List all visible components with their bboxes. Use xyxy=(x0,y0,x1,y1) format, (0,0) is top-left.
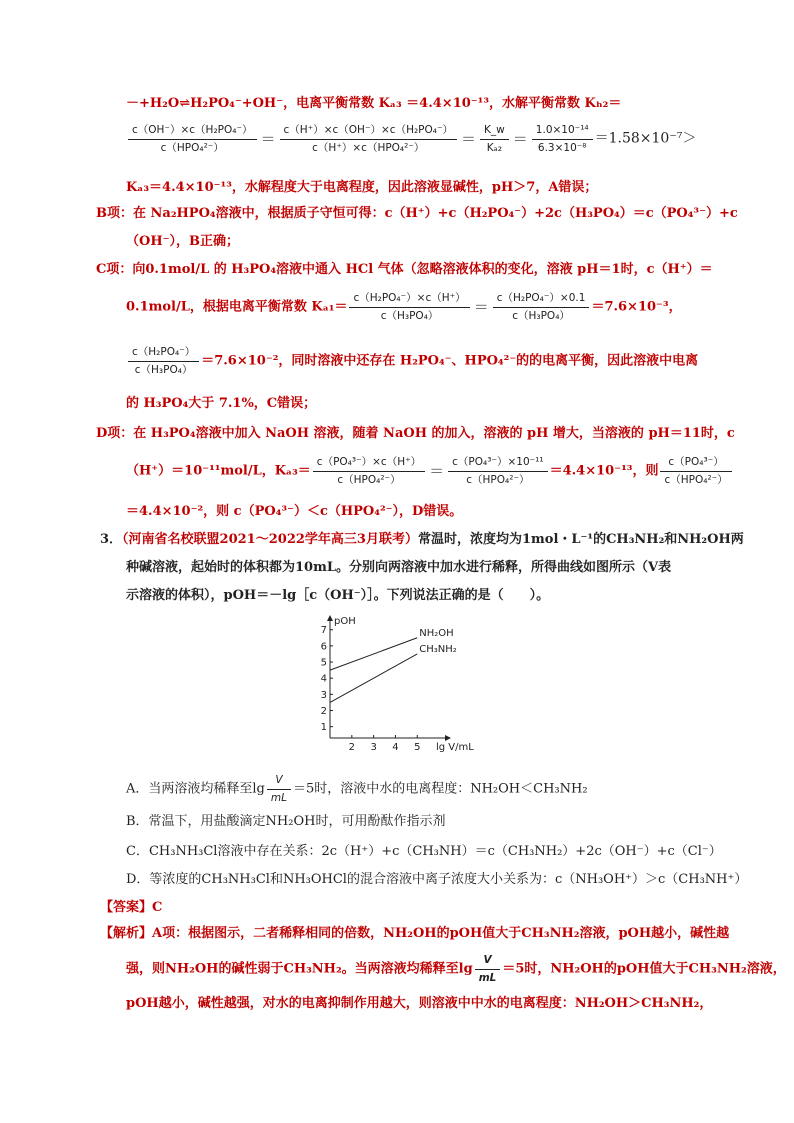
option-a-text-end: ＝5时，溶液中水的电离程度：NH₂OH＜CH₃NH₂ xyxy=(292,781,588,797)
fraction-1 xyxy=(128,124,257,154)
y-tick-label: 2 xyxy=(320,706,327,718)
fraction-numerator: K_w xyxy=(480,124,509,140)
fraction-3 xyxy=(480,124,509,154)
fraction-numerator: c（H₂PO₄⁻）×c（H⁺） xyxy=(349,292,469,308)
series-label-2: CH₃NH₂ xyxy=(419,643,457,655)
y-tick-label: 7 xyxy=(320,625,327,637)
analysis-line-2 xyxy=(126,954,786,984)
fraction-numerator: c（PO₄³⁻）×10⁻¹¹ xyxy=(448,456,547,472)
x-tick-label: 5 xyxy=(414,742,421,753)
answer-line: 【答案】C xyxy=(100,900,163,915)
solution-d-line-1: D项：在 H₃PO₄溶液中加入 NaOH 溶液，随着 NaOH 的加入，溶液的 pH 增大，当溶液的 pH＝11时，c xyxy=(96,426,735,441)
chart-series xyxy=(330,638,417,703)
ka1-label: 0.1mol/L，根据电离平衡常数 Kₐ₁＝ xyxy=(126,299,348,315)
solution-b-line-1: B项：在 Na₂HPO₄溶液中，根据质子守恒可得：c（H⁺）+c（H₂PO₄⁻）+2c（H₃PO₄）＝c（PO₄³⁻）+c xyxy=(96,206,738,221)
fraction-denominator: c（H₃PO₄） xyxy=(512,309,570,322)
analysis-text: A项：根据图示，二者稀释相同的倍数，NH₂OH的pOH值大于CH₃NH₂溶液，pOH越小，碱性越 xyxy=(152,926,730,941)
series-line-1 xyxy=(330,638,417,670)
x-tick-label: 4 xyxy=(392,742,399,753)
fraction-numerator: V xyxy=(267,774,291,790)
option-a xyxy=(126,774,588,804)
fraction-numerator: c（H₂PO₄⁻）×0.1 xyxy=(493,292,590,308)
fraction-numerator: 1.0×10⁻¹⁴ xyxy=(532,124,593,140)
chart-labels xyxy=(334,616,474,753)
solution-c-line-3 xyxy=(126,346,698,376)
x-tick-label: 2 xyxy=(348,742,356,753)
y-axis-label: pOH xyxy=(334,616,356,627)
fraction-denominator: Kₐ₂ xyxy=(486,141,503,154)
equals-sign: ＝ xyxy=(429,462,445,481)
fraction-2 xyxy=(280,124,458,154)
ratio-value: ＝7.6×10⁻²，同时溶液中还存在 H₂PO₄⁻、HPO₄²⁻的的电离平衡，因此溶液中电离 xyxy=(201,353,699,369)
equals-sign: ＝ xyxy=(260,130,276,149)
solution-b-line-2: （OH⁻），B正确； xyxy=(126,234,239,249)
x-tick-label: 3 xyxy=(370,742,377,753)
hydrolysis-value: ＝1.58×10⁻⁷＞ xyxy=(594,130,697,147)
fraction-denominator: c（H⁺）×c（HPO₄²⁻） xyxy=(312,141,425,154)
analysis-fraction xyxy=(475,954,501,984)
y-tick-label: 3 xyxy=(320,689,327,701)
ka3-label: （H⁺）＝10⁻¹¹mol/L，Kₐ₃＝ xyxy=(126,463,311,479)
option-b: B．常温下，用盐酸滴定NH₂OH时，可用酚酞作指示剂 xyxy=(126,814,446,829)
fraction-denominator: c（H₃PO₄） xyxy=(134,363,193,376)
dilution-chart xyxy=(322,612,472,760)
analysis-text: 强，则NH₂OH的碱性弱于CH₃NH₂。当两溶液均稀释至lg xyxy=(126,961,473,977)
fraction-4 xyxy=(532,124,593,154)
question-3-line-3: 示溶液的体积），pOH＝－lg［c（OH⁻）］。下列说法正确的是（ ）。 xyxy=(126,588,550,603)
question-number: 3． xyxy=(100,532,123,547)
fraction-denominator: c（HPO₄²⁻） xyxy=(160,141,224,154)
fraction-ka3-1 xyxy=(313,456,425,486)
chart-ticks xyxy=(321,625,421,753)
fraction-numerator: c（OH⁻）×c（H₂PO₄⁻） xyxy=(128,124,257,140)
solution-line-3: Kₐ₃＝4.4×10⁻¹³，水解程度大于电离程度，因此溶液显碱性，pH＞7，A错误； xyxy=(126,180,598,195)
option-d: D．等浓度的CH₃NH₃Cl和NH₃OHCl的混合溶液中离子浓度大小关系为：c（NH₃OH⁺）＞c（CH₃NH⁺） xyxy=(126,872,748,887)
fraction-ka1-1 xyxy=(349,292,469,322)
solution-c-line-1: C项：向0.1mol/L 的 H₃PO₄溶液中通入 HCl 气体（忽略溶液体积的变化，溶液 pH＝1时，c（H⁺）＝ xyxy=(96,262,713,277)
fraction-numerator: c（H₂PO₄⁻） xyxy=(128,346,199,362)
ka1-value: ＝7.6×10⁻³， xyxy=(591,299,682,315)
fraction-ka3-ratio xyxy=(660,456,731,486)
analysis-line-1 xyxy=(100,926,729,942)
ka3-value: ＝4.4×10⁻¹³，则 xyxy=(549,463,659,479)
analysis-text-end: ＝5时，NH₂OH的pOH值大于CH₃NH₂溶液， xyxy=(502,961,786,977)
solution-c-line-2 xyxy=(126,292,682,322)
y-tick-label: 6 xyxy=(320,641,327,653)
question-source: （河南省名校联盟2021～2022学年高三3月联考） xyxy=(122,532,418,547)
series-line-2 xyxy=(330,654,417,702)
analysis-line-3: pOH越小，碱性越强，对水的电离抑制作用越大，则溶液中中水的电离程度：NH₂OH＞CH₃NH₂， xyxy=(126,996,713,1011)
analysis-tag: 【解析】 xyxy=(100,926,153,941)
hydrolysis-constant-expression xyxy=(126,124,696,154)
fraction-numerator: c（PO₄³⁻）×c（H⁺） xyxy=(313,456,425,472)
equals-sign: ＝ xyxy=(512,130,528,149)
question-text: 常温时，浓度均为1mol・L⁻¹的CH₃NH₂和NH₂OH两 xyxy=(417,532,744,547)
option-a-text: A．当两溶液均稀释至lg xyxy=(126,781,265,797)
fraction-numerator: V xyxy=(475,954,501,970)
y-tick-label: 1 xyxy=(320,722,327,734)
equals-sign: ＝ xyxy=(473,298,489,317)
fraction-denominator: c（H₃PO₄） xyxy=(380,309,439,322)
fraction-ka3-2 xyxy=(448,456,547,486)
fraction-denominator: c（HPO₄²⁻） xyxy=(466,473,530,486)
question-3-line-1 xyxy=(100,532,744,548)
series-label-1: NH₂OH xyxy=(419,627,454,639)
fraction-numerator: c（H⁺）×c（OH⁻）×c（H₂PO₄⁻） xyxy=(280,124,458,140)
fraction-denominator: mL xyxy=(478,971,497,984)
solution-d-line-2 xyxy=(126,456,734,486)
option-c: C．CH₃NH₃Cl溶液中存在关系：2c（H⁺）+c（CH₃NH）＝c（CH₃NH₂）+2c（OH⁻）+c（Cl⁻） xyxy=(126,844,722,859)
solution-line-1: －+H₂O⇌H₂PO₄⁻+OH⁻，电离平衡常数 Kₐ₃ ＝4.4×10⁻¹³，水解平衡常数 Kₕ₂＝ xyxy=(126,96,622,111)
solution-d-line-3: ＝4.4×10⁻²，则 c（PO₄³⁻）＜c（HPO₄²⁻），D错误。 xyxy=(126,504,463,519)
question-3-line-2: 种碱溶液，起始时的体积都为10mL。分别向两溶液中加水进行稀释，所得曲线如图所示（V表 xyxy=(126,560,672,575)
fraction-denominator: c（HPO₄²⁻） xyxy=(664,473,728,486)
option-a-fraction xyxy=(267,774,291,804)
y-tick-label: 4 xyxy=(320,673,327,685)
fraction-denominator: mL xyxy=(270,791,287,804)
fraction-denominator: c（HPO₄²⁻） xyxy=(337,473,401,486)
equals-sign: ＝ xyxy=(461,130,477,149)
fraction-ka1-2 xyxy=(493,292,590,322)
fraction-ratio xyxy=(128,346,199,376)
fraction-numerator: c（PO₄³⁻） xyxy=(660,456,731,472)
fraction-denominator: 6.3×10⁻⁸ xyxy=(537,141,587,154)
x-axis-label: lg V/mL xyxy=(436,742,474,753)
y-tick-label: 5 xyxy=(320,657,327,669)
solution-c-line-4: 的 H₃PO₄大于 7.1%，C错误； xyxy=(126,396,317,411)
